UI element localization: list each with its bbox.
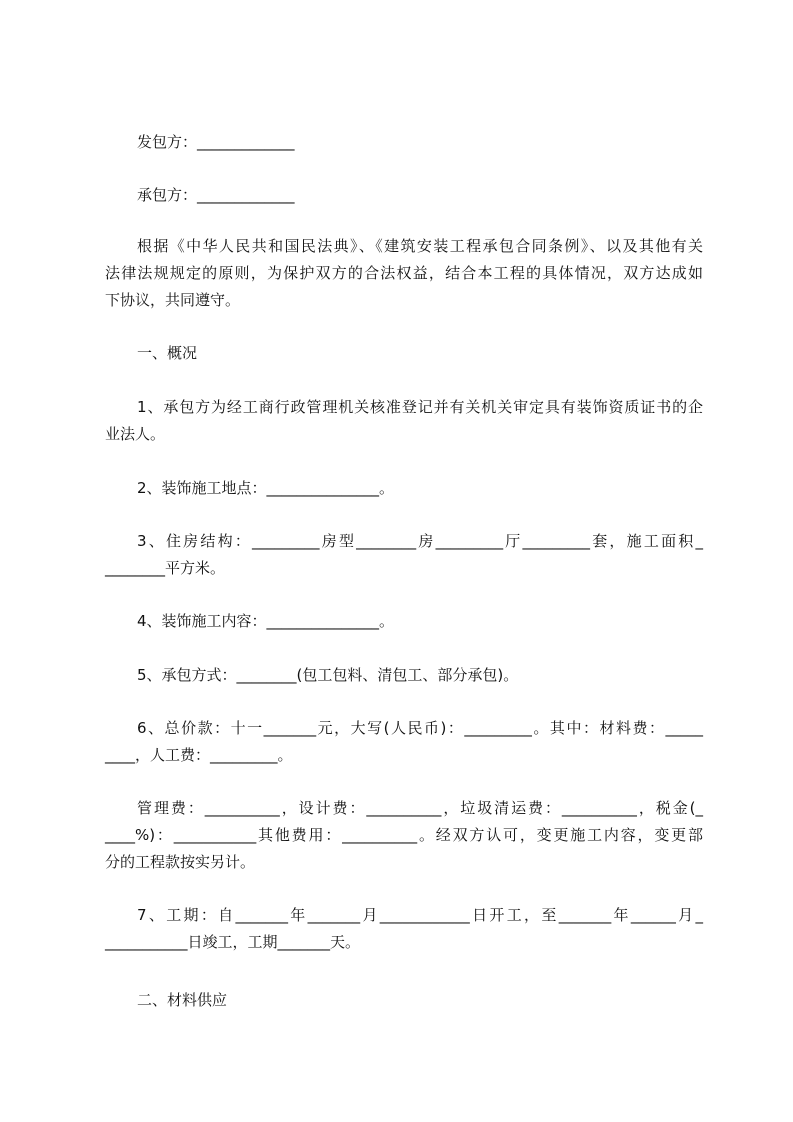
clause-7: ___________日竣工，工期_______天。	[105, 933, 361, 951]
clause-1: 业法人。	[105, 425, 166, 443]
fees-clause: 分的工程款按实另计。	[105, 853, 256, 871]
preamble-line: 根据《中华人民共和国民法典》、《建筑安装工程承包合同条例》、以及其他有关	[137, 237, 703, 255]
clause-3: ________平方米。	[105, 559, 226, 577]
clause-6: 6、总价款：十一_______元，大写(人民币)：_________。其中：材料费：_____	[137, 719, 703, 737]
contractor-field: 承包方：_____________	[137, 186, 295, 204]
clause-5: 5、承包方式：________(包工包料、清包工、部分承包)。	[137, 666, 519, 684]
section-heading: 二、材料供应	[137, 991, 228, 1009]
clause-4: 4、装饰施工内容：_______________。	[137, 612, 395, 630]
clause-1: 1、承包方为经工商行政管理机关核准登记并有关机关审定具有装饰资质证书的企	[137, 398, 703, 416]
preamble-line: 下协议，共同遵守。	[105, 291, 241, 309]
employer-field: 发包方：_____________	[137, 133, 295, 151]
section-heading: 一、概况	[137, 344, 198, 362]
preamble-line: 法律法规规定的原则，为保护双方的合法权益，结合本工程的具体情况，双方达成如	[105, 264, 703, 282]
clause-7: 7、工期：自_______年_______月____________日开工，至_______年______月_	[137, 906, 703, 924]
clause-2: 2、装饰施工地点：_______________。	[137, 479, 395, 497]
clause-3: 3、住房结构：_________房型________房_________厅_________套，施工面积_	[137, 532, 703, 550]
fees-clause: ____%)：___________其他费用：__________。经双方认可，变更施工内容，变更部	[105, 826, 703, 844]
fees-clause: 管理费：__________，设计费：__________，垃圾清运费：__________，税金(_	[137, 799, 703, 817]
clause-6: ____，人工费：_________。	[105, 746, 293, 764]
